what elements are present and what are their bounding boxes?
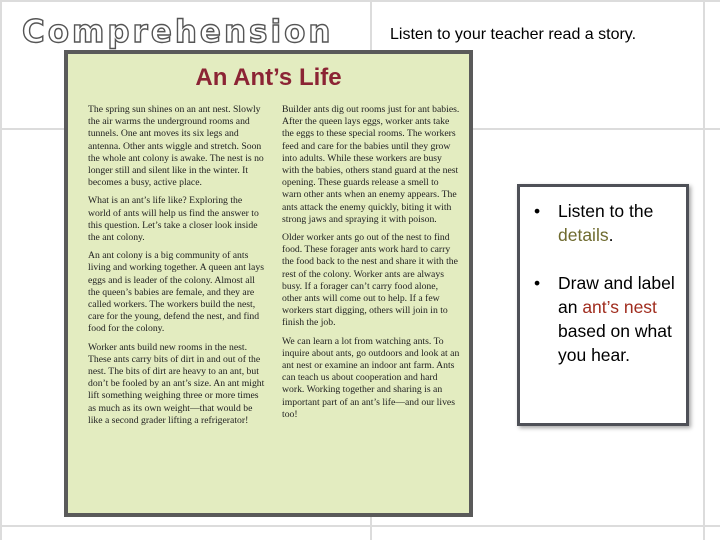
task-text-part: based on what you hear. [558, 321, 672, 365]
task-highlight-nest: ant’s nest [582, 297, 657, 317]
background-line [0, 0, 2, 540]
task-item [534, 199, 680, 247]
task-text [534, 199, 680, 247]
bullet-icon: • [534, 201, 541, 221]
story-paragraph: Builder ants dig out rooms just for ant babies. After the queen lays eggs, worker ants take the eggs to these special rooms. The workers feed and care for the babies until they grow into adults. While these workers are busy with the babies, others stand guard at the nest opening. These guards release a smell to warn other ants when an enemy appears. The ants attack the enemy quickly, biting it with strong jaws and spraying it with poison. [282, 104, 460, 225]
story-column-left [88, 104, 266, 433]
task-highlight-details: details [558, 225, 609, 245]
story-paragraph: An ant colony is a big community of ants living and working together. A queen ant lays eggs and is leader of the colony. Almost all the queen’s babies are female, and they are called workers. The workers build the nest, care for the young, defend the nest, and find food for the colony. [88, 250, 264, 335]
story-heading: An Ant’s Life [195, 64, 342, 91]
task-text-part: Listen to the [558, 201, 654, 221]
bullet-icon: • [534, 273, 541, 293]
task-text [534, 271, 680, 367]
story-page-image [64, 50, 473, 517]
story-paragraph: What is an ant’s life like? Exploring the world of ants will help us find the answer to this question. Let’s take a closer look inside the ant colony. [88, 195, 259, 244]
task-text-part: . [608, 225, 614, 245]
task-item [534, 271, 680, 367]
story-column-right [282, 104, 460, 427]
story-paragraph: The spring sun shines on an ant nest. Slowly the air warms the underground rooms and tunnels. One ant moves its six legs and antenna. Other ants wiggle and stretch. Soon the whole ant colony is awake. The nest is no longer still and silent like in the winter. It becomes a busy, active place. [88, 104, 264, 189]
background-line [0, 525, 720, 527]
background-line [0, 0, 720, 2]
story-paragraph: Older worker ants go out of the nest to find food. These forager ants work hard to carry the food back to the nest and share it with the rest of the colony. Worker ants are always busy. If a forager can’t carry food alone, other ants will come out to help. If a few workers start digging, others will join in to finish the job. [282, 232, 458, 329]
task-box [517, 184, 689, 426]
background-line [703, 0, 705, 540]
story-paragraph: Worker ants build new rooms in the nest. These ants carry bits of dirt in and out of the nest. The bits of dirt are heavy to an ant, but don’t be fooled by an ant’s size. An ant might lift something weighing three or more times as much as its own weight—that would be like a second grader lifting a refrigerator! [88, 341, 265, 426]
instruction-text: Listen to your teacher read a story. [390, 26, 637, 43]
task-text-part: Draw and label an [558, 273, 675, 317]
story-paragraph: We can learn a lot from watching ants. To inquire about ants, go outdoors and look at an ant nest or examine an indoor ant farm. Ants can teach us about cooperation and hard work. Working together and sharing is an important part of an ant’s life—and our lives too! [282, 335, 460, 420]
slide-title: Comprehension [22, 14, 334, 50]
